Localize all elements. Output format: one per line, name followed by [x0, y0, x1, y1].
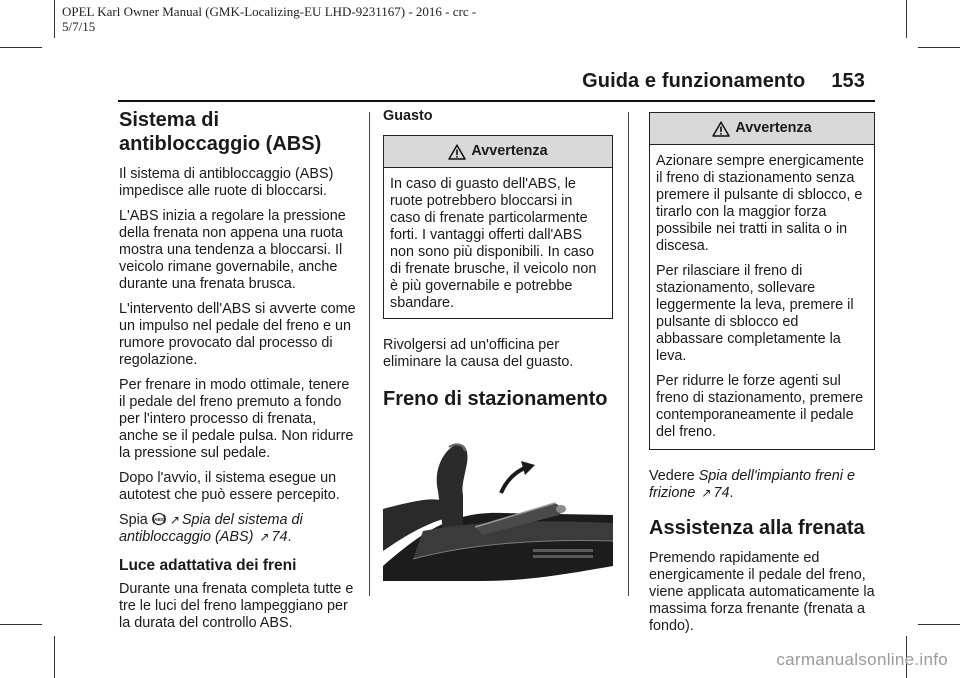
header-rule — [118, 100, 875, 102]
cross-reference — [119, 512, 356, 546]
paragraph: Dopo l'avvio, il sistema esegue un autotest che può essere percepito. — [119, 470, 340, 503]
crop-mark — [918, 47, 960, 48]
page-reference-arrow-icon: ↗ — [701, 486, 712, 500]
paragraph: Durante una frenata completa tutte e tre le luci del freno lampeggiano per la durata del controllo ABS. — [119, 581, 354, 631]
column-divider — [628, 112, 629, 596]
paragraph: Premendo rapidamente ed energicamente il pedale del freno, viene applicata automaticamente la massima forza frenante (frenata a fondo). — [649, 550, 875, 634]
section-heading-brake-assist: Assistenza alla frenata — [649, 517, 865, 539]
page-reference-arrow-icon: ↗ — [169, 513, 180, 527]
ref-link[interactable]: Spia del sistema di antibloccaggio (ABS) — [119, 512, 303, 545]
warning-triangle-icon — [448, 144, 466, 160]
page-number: 153 — [831, 70, 865, 92]
paragraph: L'ABS inizia a regolare la pressione della frenata non appena una ruota mostra una tendenza a bloccarsi. Il veicolo rimane governabile, anche durante una frenata brusca. — [119, 208, 346, 292]
warning-title: Avvertenza — [735, 120, 812, 136]
subheading-failure: Guasto — [383, 108, 433, 124]
warning-box — [649, 112, 875, 450]
document-meta-line-1: OPEL Karl Owner Manual (GMK-Localizing-EU LHD-9231167) - 2016 - crc - — [62, 4, 477, 19]
period: . — [287, 529, 292, 545]
warning-title: Avvertenza — [471, 143, 548, 159]
column-1 — [119, 108, 356, 640]
svg-text:ABS: ABS — [153, 517, 164, 522]
section-heading-parking-brake: Freno di stazionamento — [383, 388, 608, 410]
warning-triangle-icon — [712, 121, 730, 137]
paragraph: Rivolgersi ad un'officina per eliminare la causa del guasto. — [383, 337, 574, 370]
warning-text: Azionare sempre energicamente il freno di stazionamento senza premere il pulsante di sblocco, e tirarlo con la maggior forza possibile nei tratti in salita o in discesa. — [656, 153, 864, 254]
document-meta — [62, 4, 492, 34]
ref-page[interactable]: 74 — [713, 485, 730, 501]
crop-mark — [906, 0, 907, 38]
ref-prefix: Spia — [119, 512, 148, 528]
abs-warning-lamp-icon — [152, 512, 166, 526]
crop-mark — [918, 624, 960, 625]
crop-mark — [54, 636, 55, 678]
ref-link[interactable]: Spia dell'impianto freni e frizione — [649, 468, 855, 501]
warning-text: Per ridurre le forze agenti sul freno di stazionamento, premere contemporaneamente il pedale del freno. — [656, 373, 864, 440]
warning-box — [383, 135, 613, 319]
subheading-brake-light: Luce adattativa dei freni — [119, 557, 297, 574]
ref-page[interactable]: 74 — [271, 529, 288, 545]
ref-prefix: Vedere — [649, 468, 695, 484]
ref-page-sep — [253, 529, 257, 545]
crop-mark — [0, 624, 42, 625]
paragraph: Per frenare in modo ottimale, tenere il pedale del freno premuto a fondo per l'intero processo di frenata, anche se il pedale pulsa. Non ridurre la pressione sul pedale. — [119, 377, 354, 461]
paragraph: L'intervento dell'ABS si avverte come un impulso nel pedale del freno e un rumore provocato dal processo di regolazione. — [119, 301, 356, 368]
page-reference-arrow-icon: ↗ — [259, 530, 270, 544]
section-title: Guida e funzionamento — [582, 70, 806, 92]
column-3 — [649, 112, 875, 643]
warning-body — [384, 168, 612, 318]
column-2 — [383, 108, 613, 581]
document-meta-line-2: 5/7/15 — [62, 19, 96, 34]
parking-brake-lever-illustration — [383, 431, 613, 581]
warning-text: In caso di guasto dell'ABS, le ruote potrebbero bloccarsi in caso di frenate particolarmente forti. I vantaggi offerti dall'ABS non sono più disponibili. In caso di frenate brusche, il veicolo non è più governabile e potrebbe sbandare. — [390, 176, 597, 311]
watermark: carmanualsonline.info — [776, 650, 948, 669]
period: . — [729, 485, 734, 501]
cross-reference — [649, 468, 875, 502]
warning-body — [650, 145, 874, 449]
section-heading-abs: Sistema di antibloccaggio (ABS) — [119, 109, 322, 155]
warning-header — [650, 113, 874, 145]
column-divider — [369, 112, 370, 596]
crop-mark — [54, 0, 55, 38]
running-header — [582, 70, 865, 93]
warning-text: Per rilasciare il freno di stazionamento, sollevare leggermente la leva, premere il pulsante di sblocco ed abbassare completamente la leva. — [656, 263, 854, 364]
crop-mark — [0, 47, 42, 48]
warning-header — [384, 136, 612, 168]
paragraph: Il sistema di antibloccaggio (ABS) impedisce alle ruote di bloccarsi. — [119, 166, 334, 199]
